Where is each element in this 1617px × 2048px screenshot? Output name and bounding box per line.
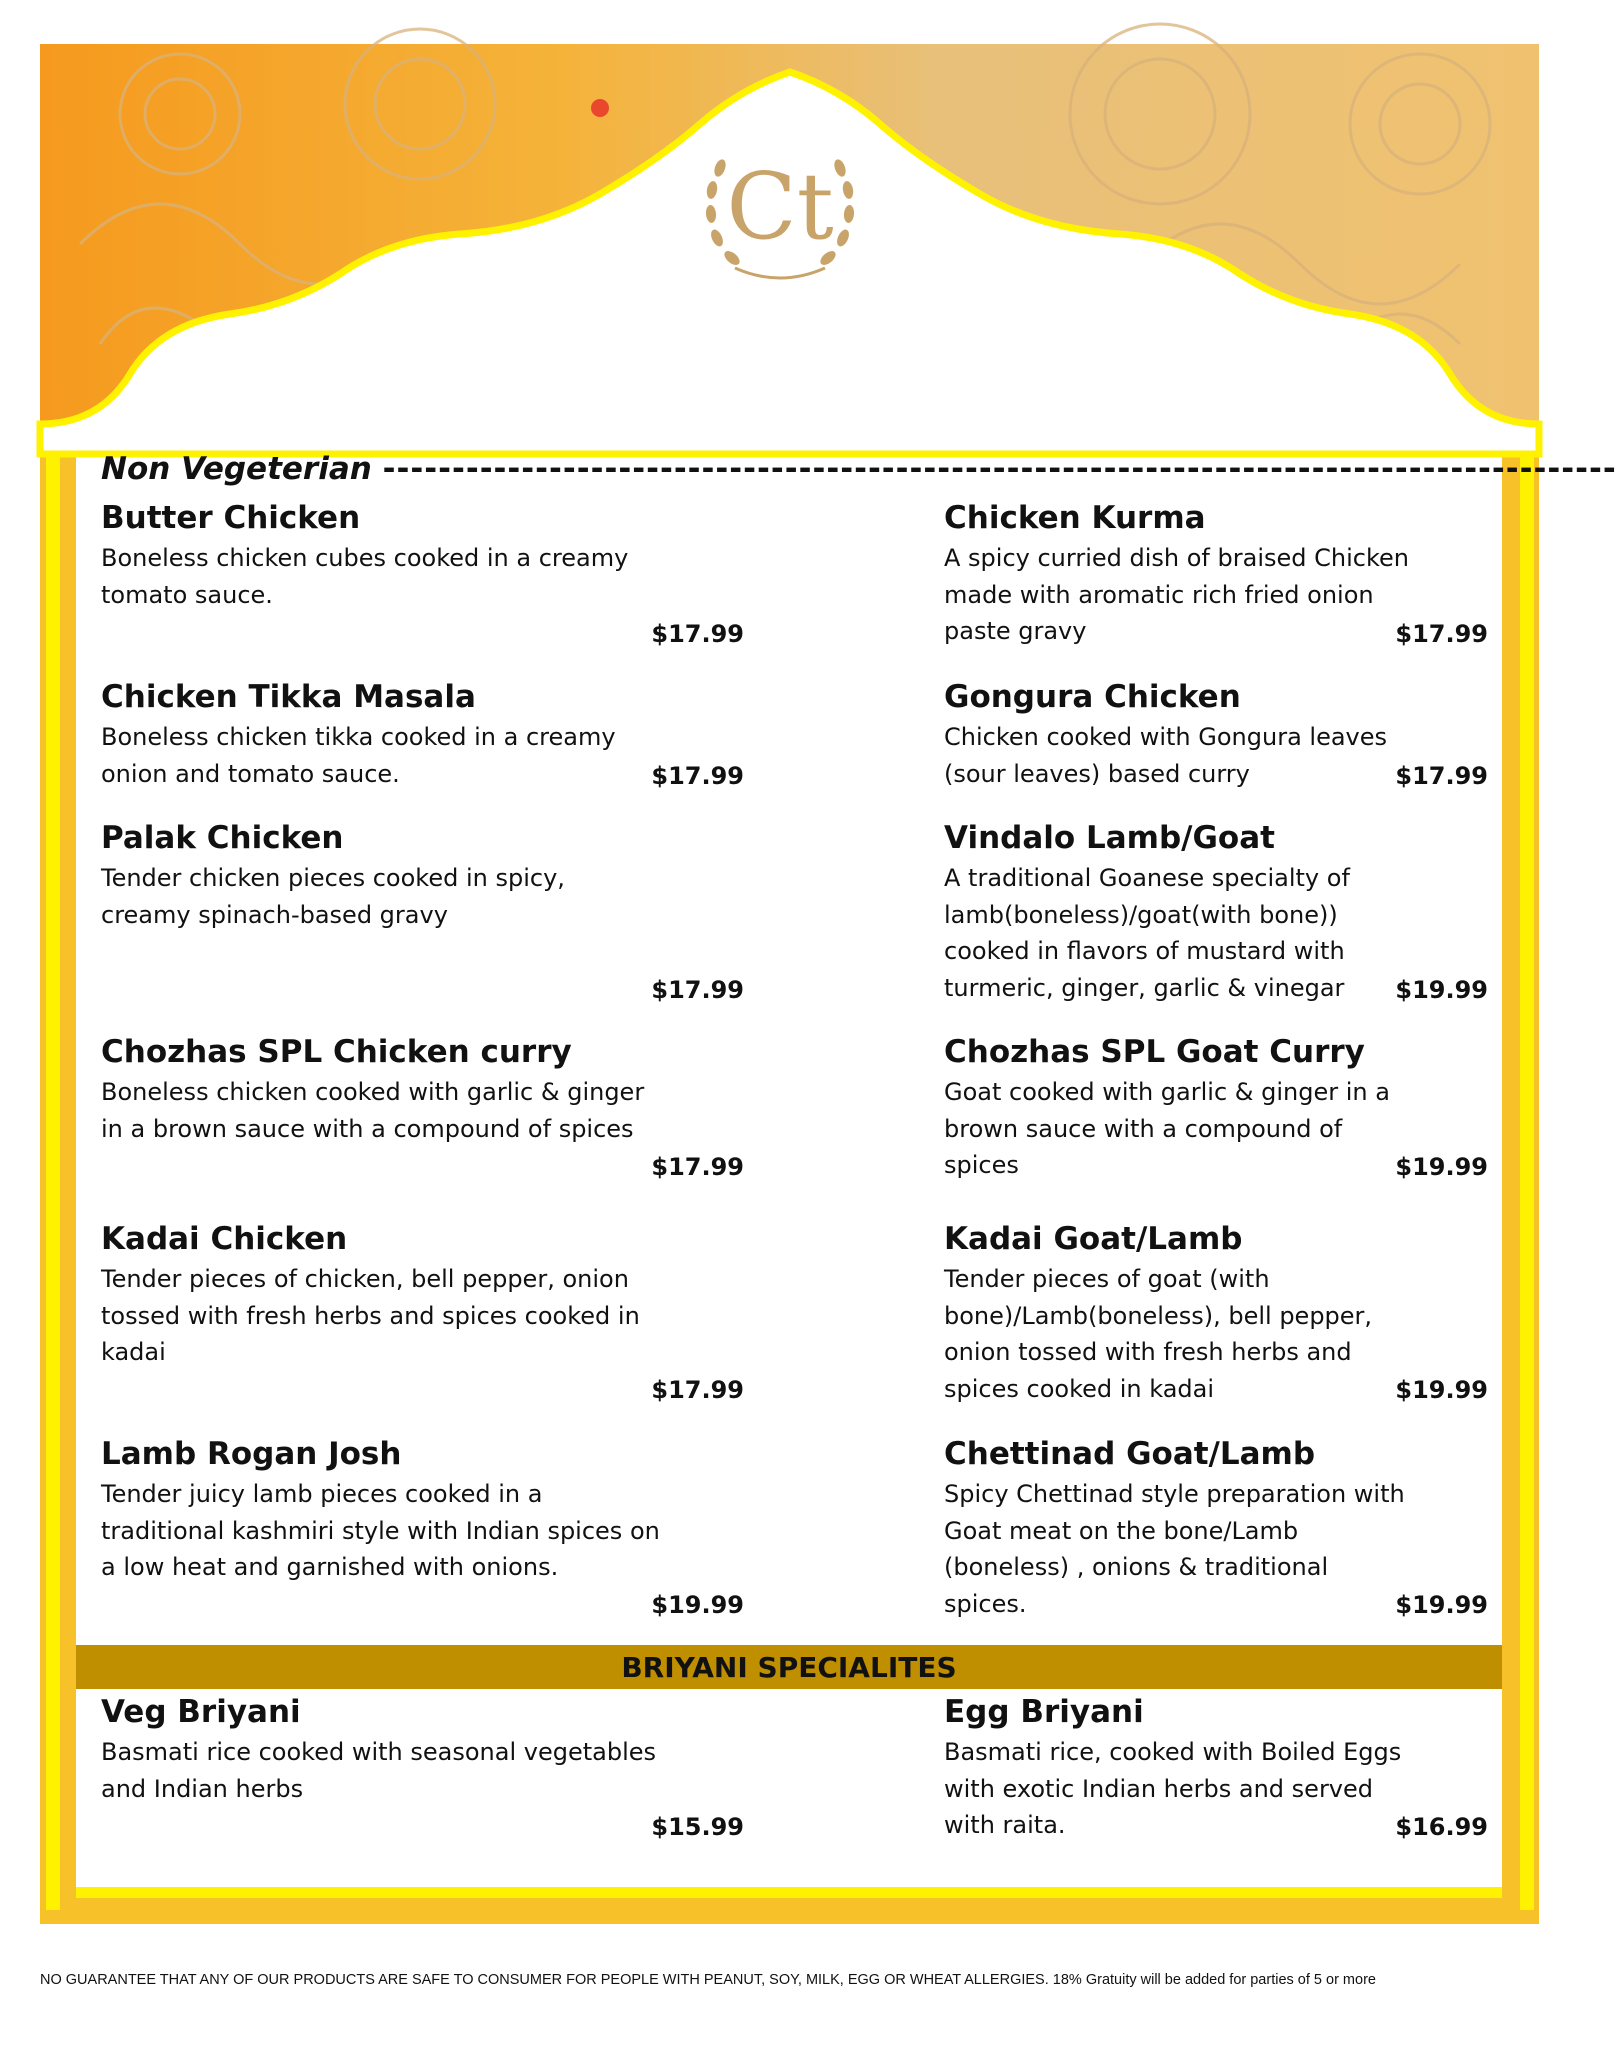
- logo-monogram: Ct: [726, 153, 834, 260]
- item-desc: Boneless chicken tikka cooked in a creamy onion and tomato sauce.: [101, 723, 616, 788]
- item-price: $19.99: [1395, 976, 1488, 1004]
- item-price: $17.99: [1395, 620, 1488, 648]
- restaurant-logo: [680, 128, 880, 298]
- briyani-section-title: BRIYANI SPECIALITES: [621, 1650, 957, 1684]
- frame-stripe-left: [46, 440, 60, 1910]
- item-name: Egg Briyani: [944, 1694, 1144, 1730]
- item-price: $15.99: [651, 1813, 744, 1841]
- item-price: $16.99: [1395, 1813, 1488, 1841]
- item-desc: Basmati rice, cooked with Boiled Eggs with exotic Indian herbs and served with raita.: [944, 1738, 1402, 1839]
- section-title-non-veg: [101, 451, 1617, 487]
- item-price: $17.99: [651, 976, 744, 1004]
- item-name: Vindalo Lamb/Goat: [944, 820, 1275, 856]
- menu-item-chicken-tikka-masala: [101, 677, 661, 792]
- item-desc: Boneless chicken cubes cooked in a creamy tomato sauce.: [101, 544, 629, 609]
- item-desc: Basmati rice cooked with seasonal vegetables and Indian herbs: [101, 1738, 657, 1803]
- menu-item-kadai-goat-lamb: [944, 1219, 1414, 1407]
- menu-item-egg-briyani: [944, 1692, 1414, 1844]
- item-name: Chettinad Goat/Lamb: [944, 1436, 1316, 1472]
- item-name: Veg Briyani: [101, 1694, 301, 1730]
- item-desc: Tender juicy lamb pieces cooked in a traditional kashmiri style with Indian spices on a low heat and garnished with onions.: [101, 1480, 660, 1581]
- item-price: $19.99: [651, 1591, 744, 1619]
- item-name: Chozhas SPL Chicken curry: [101, 1034, 572, 1070]
- menu-item-gongura-chicken: [944, 677, 1414, 792]
- item-price: $17.99: [651, 1153, 744, 1181]
- item-desc: Tender chicken pieces cooked in spicy, creamy spinach-based gravy: [101, 864, 565, 929]
- item-name: Kadai Goat/Lamb: [944, 1221, 1243, 1257]
- item-name: Gongura Chicken: [944, 679, 1241, 715]
- item-desc: Tender pieces of chicken, bell pepper, onion tossed with fresh herbs and spices cooked in kadai: [101, 1265, 640, 1366]
- menu-item-chettinad-goat-lamb: [944, 1434, 1414, 1622]
- item-price: $17.99: [1395, 762, 1488, 790]
- item-price: $19.99: [1395, 1591, 1488, 1619]
- frame-stripe-bottom: [76, 1887, 1502, 1898]
- item-name: Chicken Kurma: [944, 500, 1206, 536]
- menu-item-veg-briyani: [101, 1692, 661, 1807]
- item-desc: A spicy curried dish of braised Chicken made with aromatic rich fried onion paste gravy: [944, 544, 1409, 645]
- menu-item-palak-chicken: [101, 818, 661, 933]
- menu-item-chozhas-spl-chicken-curry: [101, 1032, 661, 1147]
- menu-item-chozhas-spl-goat-curry: [944, 1032, 1414, 1184]
- briyani-section-band: [76, 1645, 1502, 1689]
- menu-item-lamb-rogan-josh: [101, 1434, 661, 1586]
- item-desc: A traditional Goanese specialty of lamb(boneless)/goat(with bone)) cooked in flavors of mustard with turmeric, ginger, garlic & vinegar: [944, 864, 1350, 1002]
- item-name: Chicken Tikka Masala: [101, 679, 476, 715]
- item-name: Kadai Chicken: [101, 1221, 348, 1257]
- item-price: $19.99: [1395, 1376, 1488, 1404]
- item-name: Chozhas SPL Goat Curry: [944, 1034, 1365, 1070]
- item-name: Butter Chicken: [101, 500, 361, 536]
- item-price: $17.99: [651, 1376, 744, 1404]
- section-title-divider: -----------------------------------------------------------------------------------------: [382, 451, 1617, 487]
- menu-item-butter-chicken: [101, 498, 661, 613]
- item-price: $17.99: [651, 762, 744, 790]
- section-title-text: Non Vegeterian: [101, 451, 372, 487]
- menu-item-chicken-kurma: [944, 498, 1414, 650]
- item-desc: Spicy Chettinad style preparation with Goat meat on the bone/Lamb (boneless) , onions & traditional spices.: [944, 1480, 1405, 1618]
- item-desc: Boneless chicken cooked with garlic & ginger in a brown sauce with a compound of spices: [101, 1078, 645, 1143]
- item-price: $19.99: [1395, 1153, 1488, 1181]
- menu-item-vindalo-lamb-goat: [944, 818, 1414, 1006]
- item-desc: Chicken cooked with Gongura leaves (sour leaves) based curry: [944, 723, 1388, 788]
- frame-stripe-right: [1520, 440, 1534, 1910]
- item-desc: Goat cooked with garlic & ginger in a brown sauce with a compound of spices: [944, 1078, 1390, 1179]
- item-name: Palak Chicken: [101, 820, 344, 856]
- menu-item-kadai-chicken: [101, 1219, 661, 1371]
- item-name: Lamb Rogan Josh: [101, 1436, 402, 1472]
- item-desc: Tender pieces of goat (with bone)/Lamb(boneless), bell pepper, onion tossed with fresh herbs and spices cooked in kadai: [944, 1265, 1373, 1403]
- allergy-disclaimer: NO GUARANTEE THAT ANY OF OUR PRODUCTS ARE SAFE TO CONSUMER FOR PEOPLE WITH PEANUT, SOY, MILK, EGG OR WHEAT ALLERGIES. 18% Gratuity will be added for parties of 5 or more: [40, 1972, 1376, 1988]
- item-price: $17.99: [651, 620, 744, 648]
